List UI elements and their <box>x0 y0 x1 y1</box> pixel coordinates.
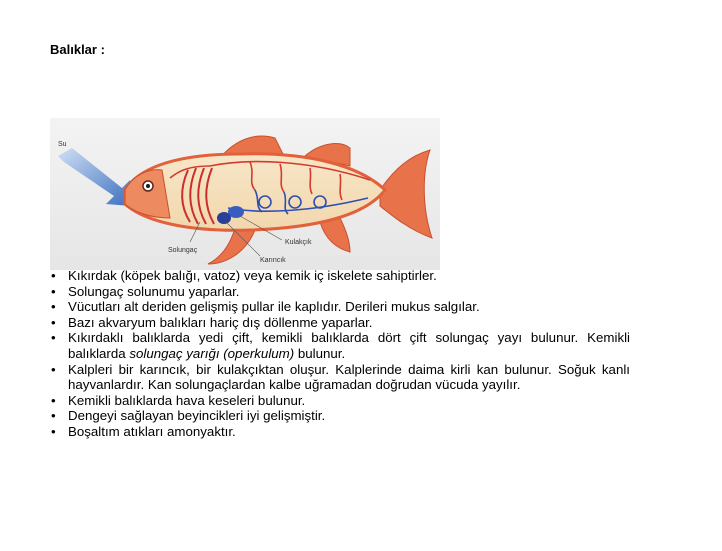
list-item <box>48 299 630 315</box>
list-item-text: Boşaltım atıkları amonyaktır. <box>68 423 236 439</box>
bullet-icon: • <box>51 314 56 330</box>
list-item-text-tail: bulunur. <box>294 345 346 361</box>
bullet-icon: • <box>51 408 56 424</box>
list-item-text: Kalpleri bir karıncık, bir kulakçıktan oluşur. Kalplerinde daima kirli kan bulunur. Soğuk kanlı hayvanlardır. Kan solungaçlardan kalbe uğramadan doğrudan vücuda yayılır. <box>68 361 630 393</box>
list-item <box>48 424 630 440</box>
fish-anatomy-illustration <box>50 118 440 270</box>
list-item <box>48 362 630 393</box>
gill-label: Solungaç <box>168 247 198 254</box>
list-item-text: Kemikli balıklarda hava keseleri bulunur. <box>68 392 306 408</box>
water-label: Su <box>58 141 67 148</box>
list-item <box>48 408 630 424</box>
list-item <box>48 315 630 331</box>
list-item-text: Dengeyi sağlayan beyincikleri iyi gelişmiştir. <box>68 408 326 424</box>
page-title: Balıklar : <box>50 42 105 57</box>
bullet-icon: • <box>51 283 56 299</box>
ventricle-label: Karıncık <box>260 257 286 264</box>
bullet-icon: • <box>51 268 56 283</box>
list-item-text: Vücutları alt deriden gelişmiş pullar ile kaplıdır. Derileri mukus salgılar. <box>68 299 480 315</box>
bullet-icon: • <box>51 330 56 346</box>
list-item-text: Kıkırdaklı balıklarda yedi çift, kemikli balıklarda dört çift solungaç yayı bulunur. Kemikli balıklarda <box>68 330 630 361</box>
atrium-label: Kulakçık <box>285 239 312 246</box>
fish-pupil <box>146 184 150 188</box>
list-item <box>48 268 630 284</box>
list-item-text: Kıkırdak (köpek balığı, vatoz) veya kemik iç iskelete sahiptirler. <box>68 268 437 283</box>
list-item-italic-term: solungaç yarığı (operkulum) <box>129 345 295 361</box>
bullet-icon: • <box>51 423 56 439</box>
bullet-icon: • <box>51 392 56 408</box>
bullet-icon: • <box>51 361 56 377</box>
list-item <box>48 330 630 361</box>
list-item <box>48 393 630 409</box>
facts-list <box>48 268 630 440</box>
list-item <box>48 284 630 300</box>
bullet-icon: • <box>51 299 56 315</box>
list-item-text: Bazı akvaryum balıkları hariç dış döllenme yaparlar. <box>68 314 373 330</box>
heart-ventricle <box>217 212 231 224</box>
fish-circulation-figure <box>50 118 440 270</box>
list-item-text: Solungaç solunumu yaparlar. <box>68 283 240 299</box>
